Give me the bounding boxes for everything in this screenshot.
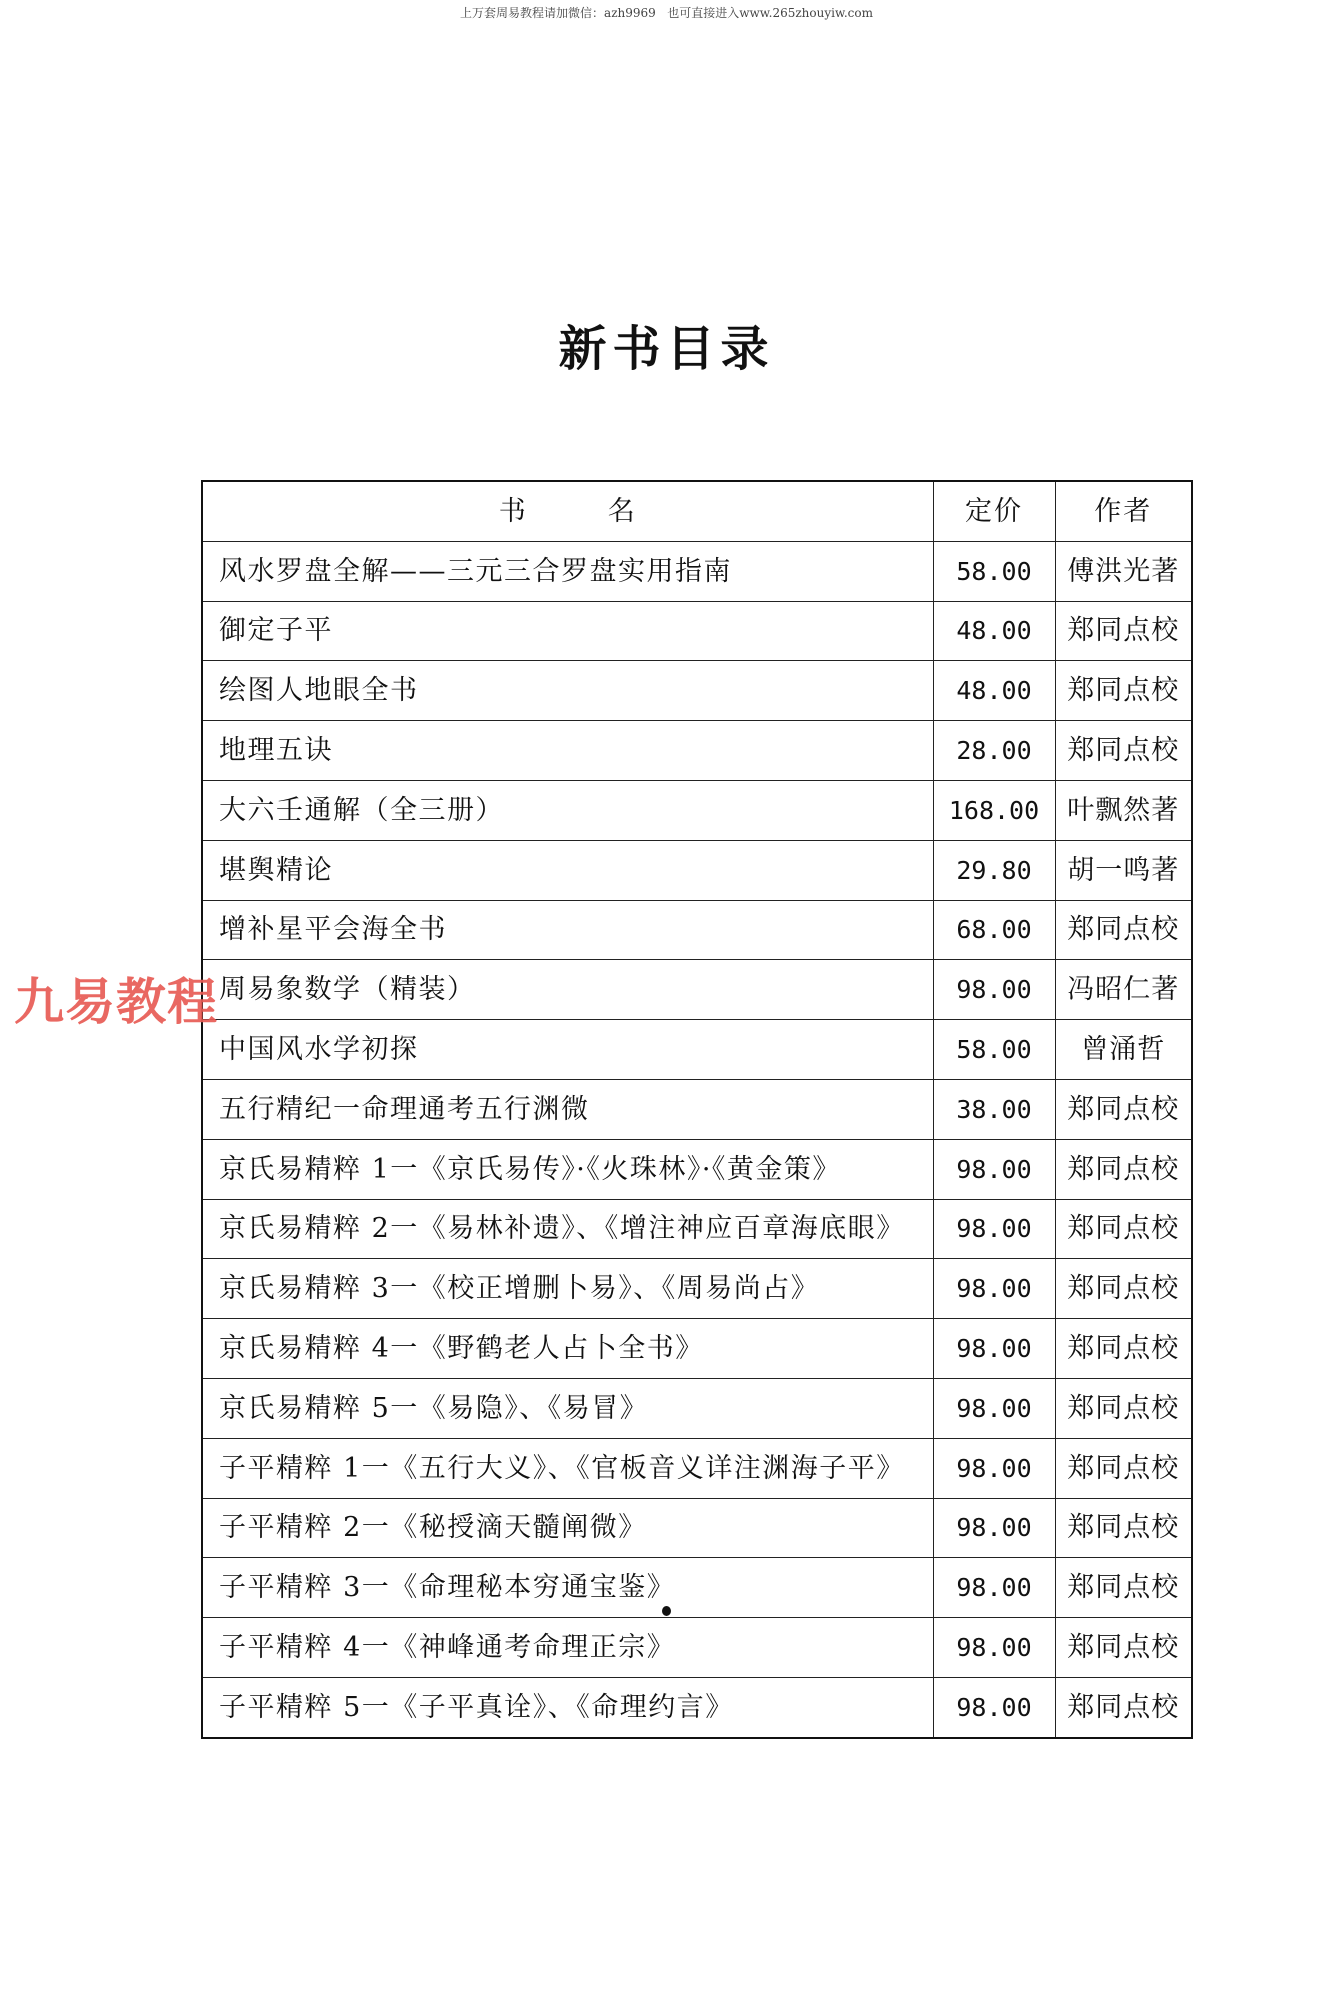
book-price-cell: 98.00 — [933, 1618, 1055, 1678]
watermark: 九易教程 — [14, 973, 218, 1031]
book-price-cell: 29.80 — [933, 840, 1055, 900]
book-title-cell: 子平精粹 3一《命理秘本穷通宝鉴》 — [202, 1558, 933, 1618]
book-price-cell: 98.00 — [933, 1319, 1055, 1379]
book-price-cell: 98.00 — [933, 1378, 1055, 1438]
table-row — [202, 1199, 1192, 1259]
table-row — [202, 840, 1192, 900]
table-row — [202, 721, 1192, 781]
book-author-cell: 郑同点校 — [1055, 1259, 1192, 1319]
header-title: 书 名 — [202, 481, 933, 541]
book-title-cell: 风水罗盘全解——三元三合罗盘实用指南 — [202, 541, 933, 601]
book-author-cell: 郑同点校 — [1055, 601, 1192, 661]
book-author-cell: 冯昭仁著 — [1055, 960, 1192, 1020]
table-header-row — [202, 481, 1192, 541]
table-row — [202, 1378, 1192, 1438]
table-row — [202, 780, 1192, 840]
book-author-cell: 郑同点校 — [1055, 661, 1192, 721]
book-price-cell: 98.00 — [933, 1438, 1055, 1498]
book-price-cell: 68.00 — [933, 900, 1055, 960]
book-title-cell: 周易象数学（精装） — [202, 960, 933, 1020]
book-author-cell: 郑同点校 — [1055, 1498, 1192, 1558]
ink-speck — [662, 1606, 671, 1616]
book-title-cell: 中国风水学初探 — [202, 1020, 933, 1080]
book-title-cell: 子平精粹 2一《秘授滴天髓阐微》 — [202, 1498, 933, 1558]
book-price-cell: 98.00 — [933, 1498, 1055, 1558]
book-title-cell: 堪舆精论 — [202, 840, 933, 900]
table-row — [202, 1677, 1192, 1737]
book-author-cell: 曾涌哲 — [1055, 1020, 1192, 1080]
table-row — [202, 1139, 1192, 1199]
book-author-cell: 郑同点校 — [1055, 1558, 1192, 1618]
book-title-cell: 御定子平 — [202, 601, 933, 661]
book-author-cell: 郑同点校 — [1055, 1199, 1192, 1259]
book-title-cell: 地理五诀 — [202, 721, 933, 781]
page-title: 新书目录 — [558, 321, 775, 377]
book-title-cell: 子平精粹 4一《神峰通考命理正宗》 — [202, 1618, 933, 1678]
table-row — [202, 1259, 1192, 1319]
table-row — [202, 960, 1192, 1020]
book-author-cell: 郑同点校 — [1055, 1139, 1192, 1199]
book-price-cell: 58.00 — [933, 541, 1055, 601]
table-row — [202, 1319, 1192, 1379]
book-price-cell: 98.00 — [933, 1677, 1055, 1737]
book-price-cell: 98.00 — [933, 1199, 1055, 1259]
table-row — [202, 1438, 1192, 1498]
table-row — [202, 661, 1192, 721]
book-author-cell: 傅洪光著 — [1055, 541, 1192, 601]
book-price-cell: 58.00 — [933, 1020, 1055, 1080]
table-row — [202, 541, 1192, 601]
book-price-cell: 168.00 — [933, 780, 1055, 840]
book-author-cell: 郑同点校 — [1055, 1319, 1192, 1379]
header-price: 定价 — [933, 481, 1055, 541]
book-price-cell: 28.00 — [933, 721, 1055, 781]
book-author-cell: 郑同点校 — [1055, 1677, 1192, 1737]
book-price-cell: 98.00 — [933, 960, 1055, 1020]
book-title-cell: 子平精粹 5一《子平真诠》、《命理约言》 — [202, 1677, 933, 1737]
top-banner: 上万套周易教程请加微信：azh9969 也可直接进入www.265zhouyiw.com — [460, 6, 873, 20]
book-author-cell: 郑同点校 — [1055, 1079, 1192, 1139]
book-title-cell: 绘图人地眼全书 — [202, 661, 933, 721]
book-title-cell: 京氏易精粹 3一《校正增删卜易》、《周易尚占》 — [202, 1259, 933, 1319]
book-price-cell: 38.00 — [933, 1079, 1055, 1139]
book-price-cell: 98.00 — [933, 1259, 1055, 1319]
book-price-cell: 48.00 — [933, 661, 1055, 721]
book-price-cell: 98.00 — [933, 1139, 1055, 1199]
table-row — [202, 601, 1192, 661]
book-title-cell: 大六壬通解（全三册） — [202, 780, 933, 840]
book-title-cell: 增补星平会海全书 — [202, 900, 933, 960]
table-row — [202, 900, 1192, 960]
book-list-table — [201, 480, 1193, 1739]
book-author-cell: 郑同点校 — [1055, 721, 1192, 781]
header-author: 作者 — [1055, 481, 1192, 541]
table-row — [202, 1498, 1192, 1558]
book-price-cell: 98.00 — [933, 1558, 1055, 1618]
book-author-cell: 郑同点校 — [1055, 1438, 1192, 1498]
book-title-cell: 五行精纪一命理通考五行渊微 — [202, 1079, 933, 1139]
table-row — [202, 1618, 1192, 1678]
book-author-cell: 胡一鸣著 — [1055, 840, 1192, 900]
book-title-cell: 京氏易精粹 4一《野鹤老人占卜全书》 — [202, 1319, 933, 1379]
book-author-cell: 郑同点校 — [1055, 1378, 1192, 1438]
table-row — [202, 1558, 1192, 1618]
book-title-cell: 京氏易精粹 5一《易隐》、《易冒》 — [202, 1378, 933, 1438]
book-price-cell: 48.00 — [933, 601, 1055, 661]
table-row — [202, 1079, 1192, 1139]
book-title-cell: 京氏易精粹 1一《京氏易传》·《火珠林》·《黄金策》 — [202, 1139, 933, 1199]
table-row — [202, 1020, 1192, 1080]
book-title-cell: 子平精粹 1一《五行大义》、《官板音义详注渊海子平》 — [202, 1438, 933, 1498]
book-title-cell: 京氏易精粹 2一《易林补遗》、《增注神应百章海底眼》 — [202, 1199, 933, 1259]
book-author-cell: 叶飘然著 — [1055, 780, 1192, 840]
book-author-cell: 郑同点校 — [1055, 900, 1192, 960]
table-body — [202, 541, 1192, 1737]
book-author-cell: 郑同点校 — [1055, 1618, 1192, 1678]
